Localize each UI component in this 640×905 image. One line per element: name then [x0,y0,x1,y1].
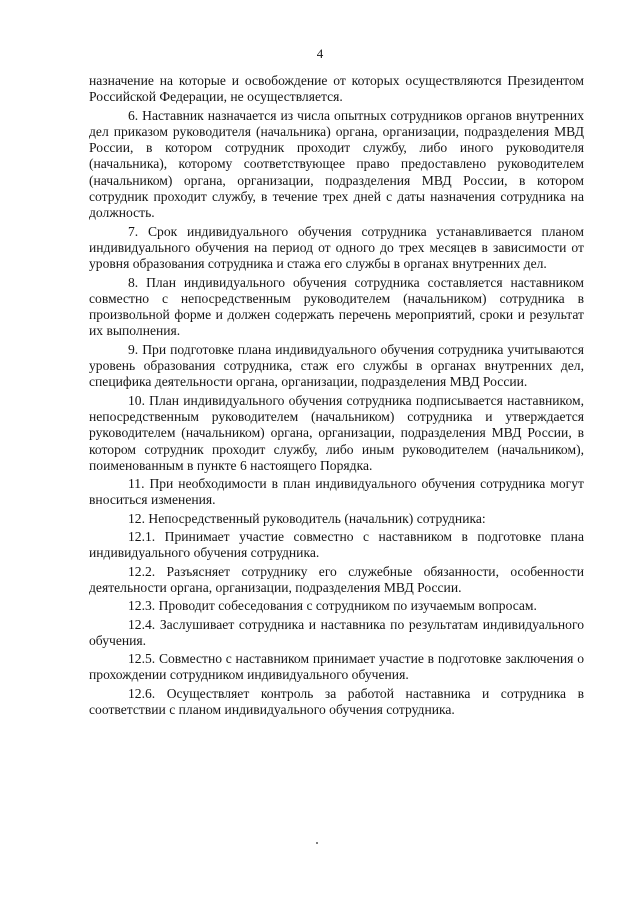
paragraph-continuation: назначение на которые и освобождение от которых осуществляются Президентом Российской Федерации, не осуществляется. [89,73,584,105]
paragraph-12: 12. Непосредственный руководитель (начальник) сотрудника: [128,510,486,526]
paragraph-12-4: 12.4. Заслушивает сотрудника и наставника по результатам индивидуального обучения. [89,616,584,648]
page-number: 4 [316,46,324,61]
paragraph-12-5: 12.5. Совместно с наставником принимает участие в подготовке заключения о прохождении сотрудником индивидуального обучения. [89,651,584,683]
paragraph-7: 7. Срок индивидуального обучения сотрудника устанавливается планом индивидуального обучения на период от одного до трех месяцев в зависимости от уровня образования сотрудника и стажа его службы в органах внутренних дел. [89,223,584,272]
paragraph-8: 8. План индивидуального обучения сотрудника составляется наставником совместно с непосредственным руководителем (начальником) сотрудника в произвольной форме и должен содержать перечень мероприятий, сроки и результат их выполнения. [89,274,584,339]
paragraph-10: 10. План индивидуального обучения сотрудника подписывается наставником, непосредственным руководителем (начальником) сотрудника и утверждается руководителем (начальником) органа, организации, подразделения МВД России, в котором сотрудник проходит службу, либо иным руководителем (начальником), поименованным в пункте 6 настоящего Порядка. [89,392,584,473]
document-body [89,73,584,720]
paragraph-9: 9. При подготовке плана индивидуального обучения сотрудника учитываются уровень образования сотрудника, стаж его службы в органах внутренних дел, специфика деятельности органа, организации, подразделения МВД России. [89,341,584,390]
paragraph-6: 6. Наставник назначается из числа опытных сотрудников органов внутренних дел приказом руководителя (начальника) органа, организации, подразделения МВД России, в котором сотрудник проходит службу, либо иного руководителя (начальника), которому соответствующее право предоставлено руководителем (начальником) органа, организации, подразделения МВД России, в котором сотрудник проходит службу, в течение трех дней с даты назначения сотрудника на должность. [89,107,584,221]
paragraph-12-2: 12.2. Разъясняет сотруднику его служебные обязанности, особенности деятельности органа, организации, подразделения МВД России. [89,563,584,595]
paragraph-12-6: 12.6. Осуществляет контроль за работой наставника и сотрудника в соответствии с планом индивидуального обучения сотрудника. [89,685,584,717]
paragraph-12-3: 12.3. Проводит собеседования с сотрудником по изучаемым вопросам. [128,598,537,614]
paragraph-11: 11. При необходимости в план индивидуального обучения сотрудника могут вноситься изменения. [89,476,584,508]
scan-speck [316,842,318,844]
paragraph-12-1: 12.1. Принимает участие совместно с наставником в подготовке плана индивидуального обучения сотрудника. [89,529,584,561]
